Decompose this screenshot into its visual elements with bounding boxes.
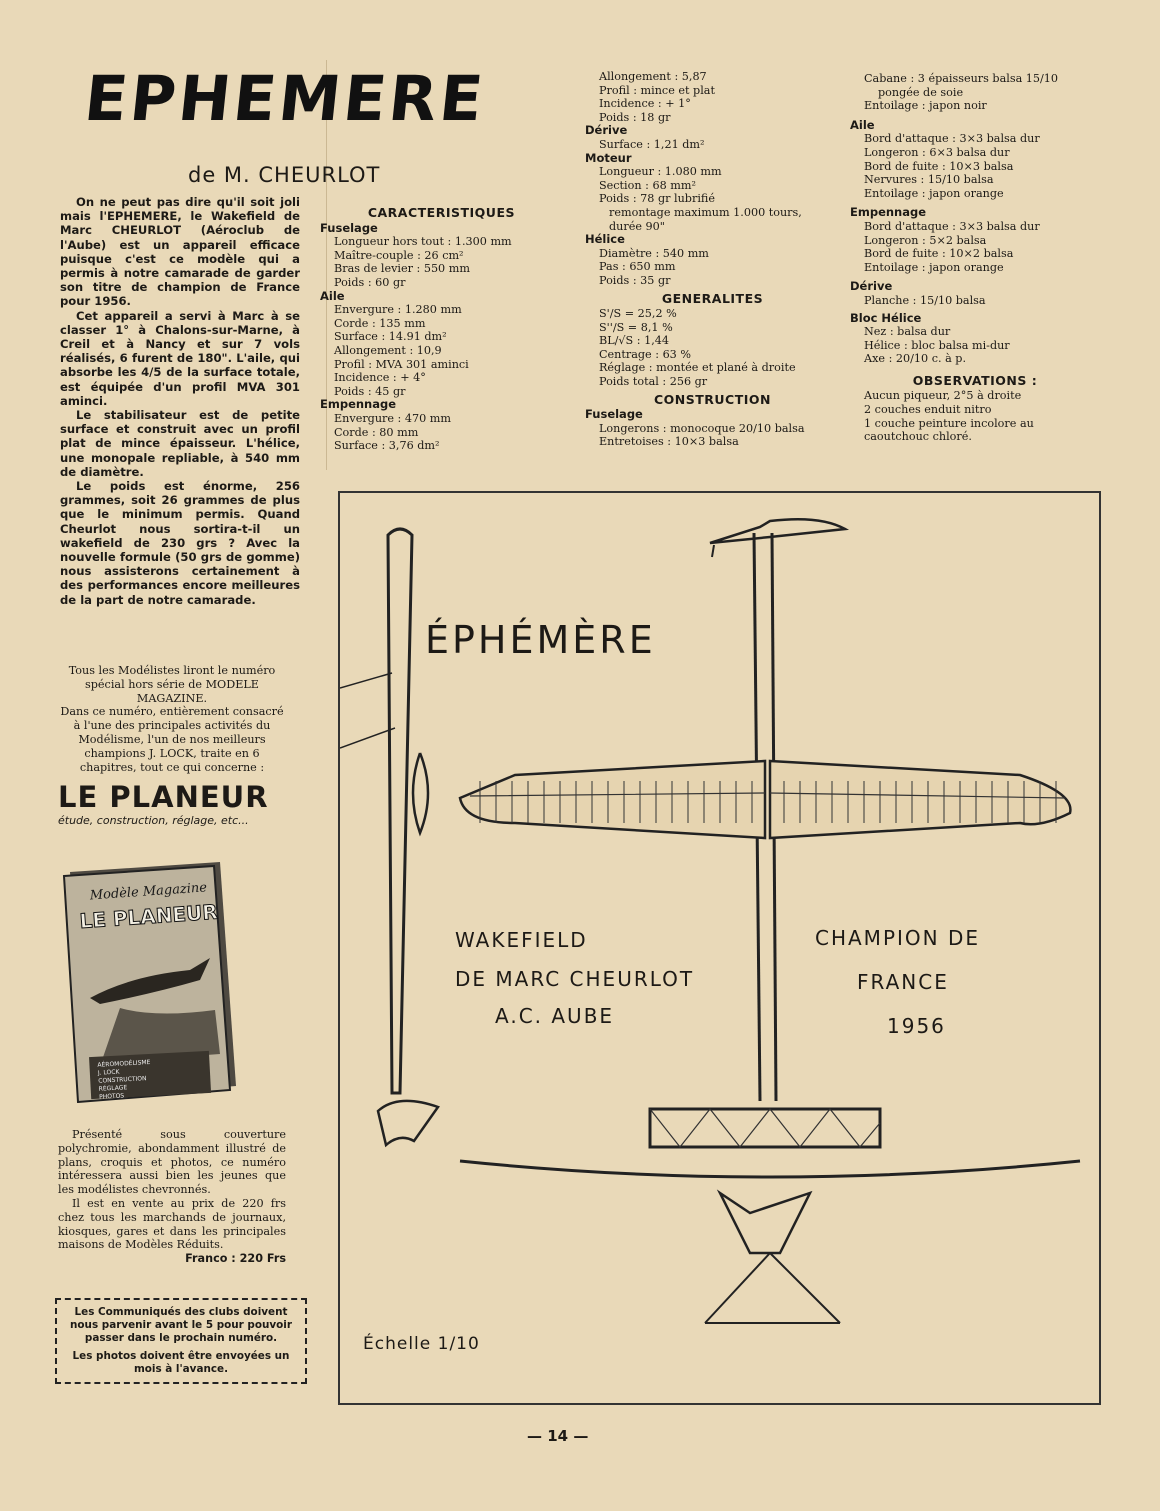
drawing-label-right-3: 1956 <box>887 1014 946 1038</box>
ad-intro: Tous les Modélistes liront le numéro spécial hors série de MODELE MAGAZINE. <box>68 664 276 705</box>
cover-item: J. LOCK <box>97 1068 120 1077</box>
spec-line: Entoilage : japon orange <box>864 260 1004 274</box>
spec-group-title: Dérive <box>585 123 628 138</box>
spec-line: pongée de soie <box>878 85 964 99</box>
spec-line: Envergure : 1.280 mm <box>334 303 462 317</box>
spec-group-title: Aile <box>320 288 345 303</box>
ad-body-paragraph: Il est en vente au prix de 220 frs chez tous les marchands de journaux, kiosques, gares et dans les principales maisons de Modèles Réduits. <box>58 1196 286 1252</box>
spec-line: Pas : 650 mm <box>599 260 676 274</box>
front-fin <box>770 1253 840 1323</box>
spec-line: Centrage : 63 % <box>599 347 691 361</box>
spec-line: Longueur : 1.080 mm <box>599 165 722 179</box>
wing-left <box>460 761 765 838</box>
cover-title: LE PLANEUR <box>78 899 219 934</box>
ad-intro-2: Dans ce numéro, entièrement consacré à l'une des principales activités du Modélisme, l'un de nos meilleurs champions J. LOCK, traite en 6 chapitres, tout ce qui concerne : <box>60 705 284 774</box>
spec-line: Poids : 45 gr <box>334 384 406 398</box>
spec-line: Entoilage : japon orange <box>864 186 1004 200</box>
spec-line: Nez : balsa dur <box>864 325 951 339</box>
construction-heading: CONSTRUCTION <box>653 391 771 407</box>
intro-paragraph: Cet appareil a servi à Marc à se classer 1° à Chalons-sur-Marne, à Creil et à Nancy et sur 7 vols réalisés, 6 furent de 180". L'aile, qui absorbe les 4/5 de la surface totale, est équipée d'un profil MVA 301 aminci. <box>60 308 300 408</box>
spec-group-title: Aile <box>850 117 875 132</box>
spec-line: Surface : 3,76 dm² <box>334 439 440 453</box>
drawing-label-right-2: FRANCE <box>857 970 949 994</box>
spec-line: Surface : 14.91 dm² <box>334 330 447 344</box>
spec-line: Entretoises : 10×3 balsa <box>599 435 739 449</box>
spec-line: Poids : 78 gr lubrifié <box>599 192 715 206</box>
spec-group-title: Dérive <box>850 279 893 294</box>
spec-line: Réglage : montée et plané à droite <box>599 361 796 375</box>
spec-line: Poids : 35 gr <box>599 273 671 287</box>
spec-line: Aucun piqueur, 2°5 à droite <box>864 389 1022 403</box>
club-notice-box <box>55 1298 307 1384</box>
spec-line: 2 couches enduit nitro <box>864 403 992 417</box>
spec-line: Longeron : 6×3 balsa dur <box>864 145 1010 159</box>
spec-line: Planche : 15/10 balsa <box>864 293 986 307</box>
stabilizer-bracing <box>650 1109 880 1147</box>
spec-line: Profil : MVA 301 aminci <box>334 357 469 371</box>
intro-text <box>60 195 300 607</box>
side-fuselage <box>388 529 412 1093</box>
drawing-label-left-3: A.C. AUBE <box>495 1004 615 1028</box>
spec-line: Maître-couple : 26 cm² <box>334 248 464 262</box>
front-wing <box>460 1161 1080 1177</box>
cover-brand: Modèle Magazine <box>89 880 208 904</box>
front-fin <box>705 1253 770 1323</box>
propeller-hub <box>712 545 714 557</box>
magazine-ad <box>58 664 286 827</box>
spec-line: Section : 68 mm² <box>599 178 696 192</box>
notice-line: Les photos doivent être envoyées un mois à l'avance. <box>72 1350 290 1375</box>
spec-group-title: Fuselage <box>585 407 643 422</box>
spec-line: Diamètre : 540 mm <box>599 246 709 260</box>
spec-line: Longerons : monocoque 20/10 balsa <box>599 421 805 435</box>
cover-item: RÉGLAGE <box>98 1084 128 1093</box>
spec-line: Hélice : bloc balsa mi-dur <box>864 338 1010 352</box>
drawing-title: ÉPHÉMÈRE <box>425 618 656 662</box>
spec-line: Cabane : 3 épaisseurs balsa 15/10 <box>864 72 1059 85</box>
spec-line: Allongement : 5,87 <box>599 70 707 83</box>
spec-line: Envergure : 470 mm <box>334 411 452 425</box>
spec-group-title: Fuselage <box>320 220 378 235</box>
specs-column-3 <box>850 72 1100 444</box>
drawing-label-left-2: DE MARC CHEURLOT <box>455 967 695 991</box>
spec-line: Incidence : + 4° <box>334 371 426 385</box>
intro-paragraph: On ne peut pas dire qu'il soit joli mais l'EPHEMERE, le Wakefield de Marc CHEURLOT (Aéroclub de l'Aube) est un appareil efficace puisque c'est ce modèle qui a permis à notre camarade de garder son titre de champion de France pour 1956. <box>60 195 300 309</box>
drawing-label-left-1: WAKEFIELD <box>455 928 588 952</box>
ad-subline: étude, construction, réglage, etc... <box>58 814 249 828</box>
intro-paragraph: Le poids est énorme, 256 grammes, soit 26 grammes de plus que le minimum permis. Quand Cheurlot nous sortira-t-il un wakefield de 230 grs ? Avec la nouvelle formule (50 grs de gomme) nous assisterons certainement à des performances encore meilleures de la part de notre camarade. <box>60 479 300 607</box>
spec-line: Poids : 60 gr <box>334 275 406 289</box>
side-pylon <box>413 753 428 833</box>
drawing-scale: Échelle 1/10 <box>363 1334 480 1354</box>
cover-item: CONSTRUCTION <box>98 1075 147 1085</box>
article-title: EPHEMERE <box>81 62 490 135</box>
spec-line: Longueur hors tout : 1.300 mm <box>334 235 512 249</box>
spec-line: S''/S = 8,1 % <box>599 320 673 334</box>
ad-price: Franco : 220 Frs <box>185 1252 286 1266</box>
spec-line: durée 90" <box>609 219 665 233</box>
spec-line: Bord de fuite : 10×2 balsa <box>864 247 1014 261</box>
ad-body <box>58 1128 286 1266</box>
article-author: de M. CHEURLOT <box>188 163 381 187</box>
spec-line: Axe : 20/10 c. à p. <box>864 352 967 366</box>
cover-item: PHOTOS <box>98 1092 125 1101</box>
spec-line: Bras de levier : 550 mm <box>334 262 470 276</box>
observations-heading: OBSERVATIONS : <box>912 372 1038 388</box>
spec-line: Incidence : + 1° <box>599 97 691 111</box>
propeller-blade <box>710 519 845 543</box>
spec-line: Profil : mince et plat <box>599 83 715 97</box>
spec-line: Longeron : 5×2 balsa <box>864 233 987 247</box>
spec-line: Bord d'attaque : 3×3 balsa dur <box>864 132 1040 146</box>
ad-body-paragraph: Présenté sous couverture polychromie, abondamment illustré de plans, croquis et photos, ce numéro intéressera aussi bien les jeunes que les modélistes chevronnés. <box>58 1128 286 1197</box>
spec-line: Bord de fuite : 10×3 balsa <box>864 159 1014 173</box>
spec-line: Surface : 1,21 dm² <box>599 137 705 151</box>
specs-heading: CARACTERISTIQUES <box>367 205 515 220</box>
ref-line <box>340 728 395 748</box>
spec-line: Entoilage : japon noir <box>864 99 987 113</box>
spec-group-title: Moteur <box>585 150 632 165</box>
spec-line: Nervures : 15/10 balsa <box>864 173 994 187</box>
drawing-label-right-1: CHAMPION DE <box>815 926 980 950</box>
spec-line: Bord d'attaque : 3×3 balsa dur <box>864 219 1040 233</box>
spec-line: Poids total : 256 gr <box>599 375 708 389</box>
spec-line: Corde : 135 mm <box>334 316 426 330</box>
spec-line: S'/S = 25,2 % <box>599 307 677 321</box>
cover-item: AÉROMODÉLISME <box>97 1058 151 1069</box>
front-fuselage <box>720 1193 810 1253</box>
spec-line: Allongement : 10,9 <box>334 343 442 357</box>
spec-group-title: Empennage <box>320 397 397 412</box>
spec-line: BL/√S : 1,44 <box>599 334 670 348</box>
ref-line <box>340 673 392 688</box>
spec-line: Corde : 80 mm <box>334 425 419 439</box>
specs-column-2 <box>585 70 840 449</box>
spec-group-title: Bloc Hélice <box>850 310 922 325</box>
magazine-cover-illustration <box>60 858 240 1103</box>
ad-headline: LE PLANEUR <box>58 780 269 815</box>
generalites-heading: GENERALITES <box>661 290 764 306</box>
spec-line: 1 couche peinture incolore au caoutchouc chloré. <box>864 416 1034 444</box>
notice-line: Les Communiqués des clubs doivent nous parvenir avant le 5 pour pouvoir passer dans le prochain numéro. <box>70 1306 292 1344</box>
spec-line: Poids : 18 gr <box>599 110 671 124</box>
wing-right <box>770 761 1070 838</box>
spec-group-title: Empennage <box>850 205 927 220</box>
specs-column-1 <box>320 202 570 453</box>
side-fin <box>378 1101 438 1145</box>
page-number: — 14 — <box>527 1427 589 1445</box>
spec-group-title: Hélice <box>585 232 625 247</box>
spec-line: remontage maximum 1.000 tours, <box>609 205 802 219</box>
intro-paragraph: Le stabilisateur est de petite surface et construit avec un profil plat de mince épaisseur. L'hélice, une monopale repliable, à 540 mm de diamètre. <box>60 408 300 479</box>
